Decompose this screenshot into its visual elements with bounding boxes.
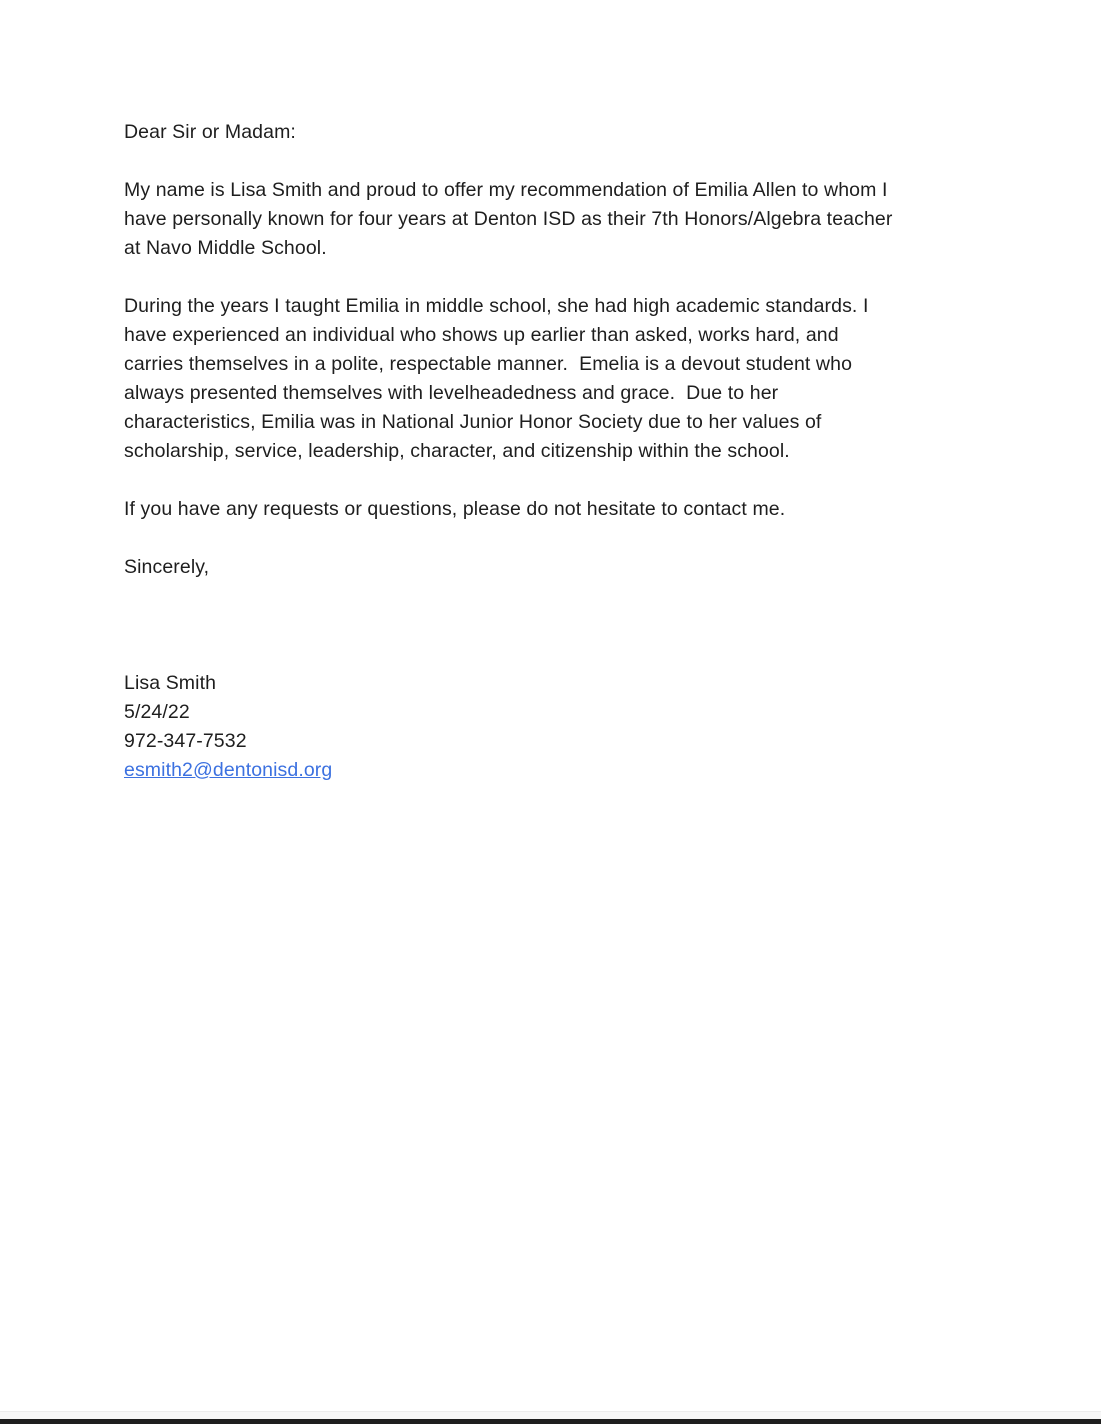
viewer-bottom-bar (0, 1419, 1101, 1424)
sign-off-text: Sincerely, (124, 556, 210, 578)
signature-email-line (124, 756, 1004, 785)
signature-name: Lisa Smith (124, 672, 217, 694)
letter-line: always presented themselves with levelheadedness and grace. Due to her (124, 382, 779, 404)
salutation-text: Dear Sir or Madam: (124, 121, 296, 143)
letter-line: carries themselves in a polite, respectable manner. Emelia is a devout student who (124, 353, 853, 375)
sign-off (124, 553, 1004, 582)
viewer-bottom-strip (0, 1411, 1101, 1419)
letter-content (124, 118, 1004, 785)
letter-line: have experienced an individual who shows up earlier than asked, works hard, and (124, 324, 839, 346)
letter-line: have personally known for four years at Denton ISD as their 7th Honors/Algebra teacher (124, 208, 893, 230)
closing-request-text: If you have any requests or questions, please do not hesitate to contact me. (124, 498, 786, 520)
email-link[interactable]: esmith2@dentonisd.org (124, 759, 333, 781)
letter-line: My name is Lisa Smith and proud to offer my recommendation of Emilia Allen to whom I (124, 179, 888, 201)
letter-line: During the years I taught Emilia in middle school, she had high academic standards. I (124, 295, 869, 317)
closing-request (124, 495, 1004, 524)
signature-phone: 972-347-7532 (124, 730, 247, 752)
salutation (124, 118, 1004, 147)
letter-line: scholarship, service, leadership, character, and citizenship within the school. (124, 440, 790, 462)
signature-block (124, 669, 1004, 785)
intro-paragraph (124, 176, 1004, 263)
signature-date: 5/24/22 (124, 701, 190, 723)
body-paragraph (124, 292, 1004, 466)
letter-line: at Navo Middle School. (124, 237, 327, 259)
letter-line: characteristics, Emilia was in National Junior Honor Society due to her values of (124, 411, 822, 433)
